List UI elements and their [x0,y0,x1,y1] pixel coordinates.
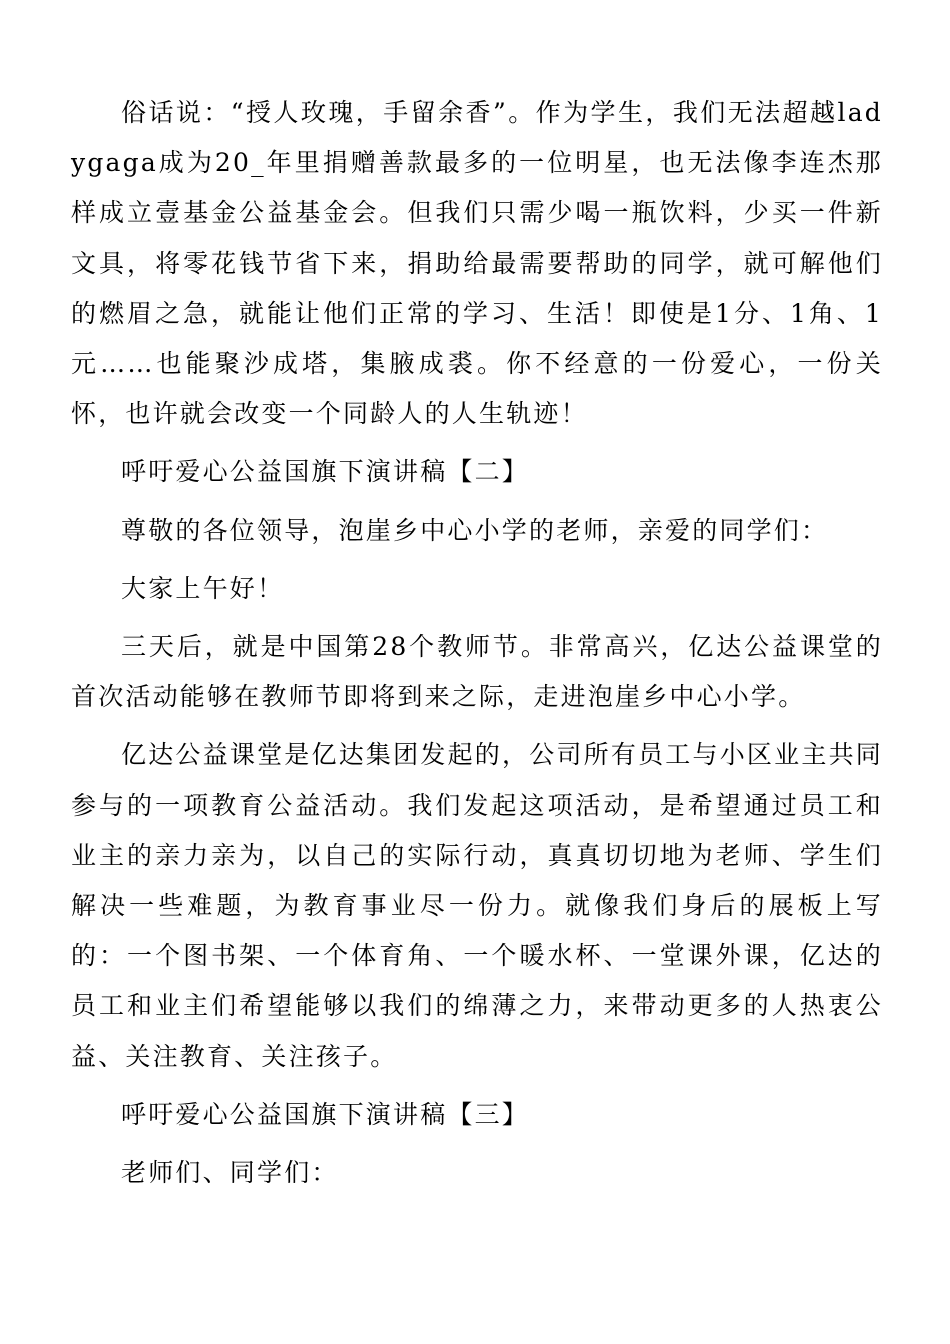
document-page [71,88,883,1198]
salutation-teachers-students: 老师们、同学们： [121,1158,339,1188]
paragraph-gap [71,1082,883,1090]
section-title-two: 呼吁爱心公益国旗下演讲稿【二】 [121,457,530,487]
greeting-morning: 大家上午好！ [121,573,285,603]
paragraph-gap [71,722,883,730]
paragraph-gap [71,1140,883,1148]
paragraph-teachers-day: 三天后，就是中国第28个教师节。非常高兴，亿达公益课堂的首次活动能够在教师节即将到来之际，走进泡崖乡中心小学。 [71,632,883,712]
salutation-leaders: 尊敬的各位领导，泡崖乡中心小学的老师，亲爱的同学们： [121,515,829,545]
paragraph-gap [71,556,883,564]
paragraph-gap [71,614,883,622]
paragraph-gift-roses: 俗话说：“授人玫瑰，手留余香”。作为学生，我们无法超越ladygaga成为20_年里捐赠善款最多的一位明星，也无法像李连杰那样成立壹基金公益基金会。但我们只需少喝一瓶饮料，少买一件新文具，将零花钱节省下来，捐助给最需要帮助的同学，就可解他们的燃眉之急，就能让他们正常的学习、生活！即使是1分、1角、1元……也能聚沙成塔，集腋成裘。你不经意的一份爱心，一份关怀，也许就会改变一个同龄人的人生轨迹！ [71,98,883,429]
paragraph-gap [71,439,883,447]
section-title-three: 呼吁爱心公益国旗下演讲稿【三】 [121,1099,530,1129]
paragraph-gap [71,498,883,506]
paragraph-yida-classroom: 亿达公益课堂是亿达集团发起的，公司所有员工与小区业主共同参与的一项教育公益活动。我们发起这项活动，是希望通过员工和业主的亲力亲为，以自己的实际行动，真真切切地为老师、学生们解决一些难题，为教育事业尽一份力。就像我们身后的展板上写的：一个图书架、一个体育角、一个暖水杯、一堂课外课，亿达的员工和业主们希望能够以我们的绵薄之力，来带动更多的人热衷公益、关注教育、关注孩子。 [71,740,883,1071]
